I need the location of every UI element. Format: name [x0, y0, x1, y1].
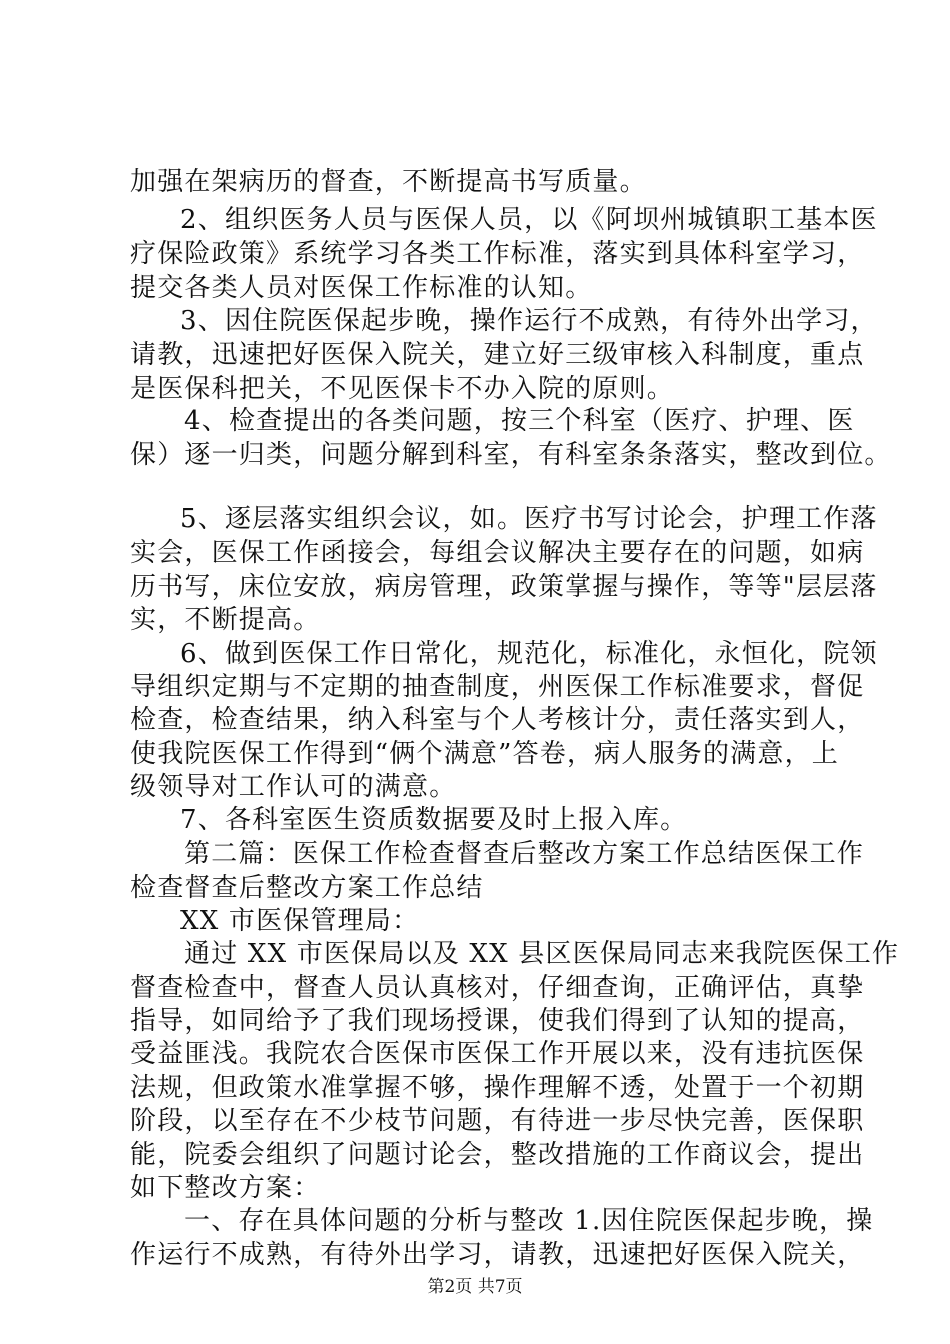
- recipient-line: XX 市医保管理局：: [180, 906, 420, 936]
- text-line: 检查，检查结果，纳入科室与个人考核计分，责任落实到人，: [130, 705, 865, 735]
- text-line: 提交各类人员对医保工作标准的认知。: [130, 273, 593, 303]
- text-line: 能，院委会组织了问题讨论会，整改措施的工作商议会，提出: [130, 1140, 865, 1170]
- text-line: 3、因住院医保起步晚，操作运行不成熟，有待外出学习，: [180, 306, 878, 336]
- text-line: 2、组织医务人员与医保人员，以《阿坝州城镇职工基本医: [180, 205, 878, 235]
- text-line: 加强在架病历的督查，不断提高书写质量。: [130, 167, 647, 197]
- text-line: 阶段，以至存在不少枝节问题，有待进一步尽快完善，医保职: [130, 1106, 865, 1136]
- page-number-footer: 第2页 共7页: [427, 1277, 523, 1297]
- text-line: 5、逐层落实组织会议，如。医疗书写讨论会，护理工作落: [180, 504, 878, 534]
- section-heading: 第二篇：医保工作检查督查后整改方案工作总结医保工作: [184, 839, 865, 869]
- text-line: 疗保险政策》系统学习各类工作标准，落实到具体科室学习，: [130, 239, 865, 269]
- text-line: 作运行不成熟，有待外出学习，请教，迅速把好医保入院关，: [130, 1240, 865, 1270]
- text-line: 实，不断提高。: [130, 605, 321, 635]
- text-line: 7、各科室医生资质数据要及时上报入库。: [180, 805, 688, 835]
- text-line: 受益匪浅。我院农合医保市医保工作开展以来，没有违抗医保: [130, 1039, 865, 1069]
- text-line: 是医保科把关，不见医保卡不办入院的原则。: [130, 374, 675, 404]
- text-line: 通过 XX 市医保局以及 XX 县区医保局同志来我院医保工作: [184, 939, 900, 969]
- text-line: 级领导对工作认可的满意。: [130, 772, 457, 802]
- section-heading: 检查督查后整改方案工作总结: [130, 873, 484, 903]
- text-line: 导组织定期与不定期的抽查制度，州医保工作标准要求，督促: [130, 672, 865, 702]
- text-line: 6、做到医保工作日常化，规范化，标准化，永恒化，院领: [180, 639, 878, 669]
- text-line: 实会，医保工作函接会，每组会议解决主要存在的问题，如病: [130, 538, 865, 568]
- text-line: 指导，如同给予了我们现场授课，使我们得到了认知的提高，: [130, 1006, 865, 1036]
- text-line: 保）逐一归类，问题分解到科室，有科室条条落实，整改到位。: [130, 440, 892, 470]
- text-line: 4、检查提出的各类问题，按三个科室（医疗、护理、医: [184, 406, 855, 436]
- text-line: 历书写，床位安放，病房管理，政策掌握与操作，等等"层层落: [130, 572, 878, 602]
- text-line: 使我院医保工作得到“俩个满意”答卷，病人服务的满意，上: [130, 739, 839, 769]
- text-line: 请教，迅速把好医保入院关，建立好三级审核入科制度，重点: [130, 340, 865, 370]
- text-line: 如下整改方案：: [130, 1173, 321, 1203]
- text-line: 一、存在具体问题的分析与整改 1.因住院医保起步晚，操: [184, 1206, 874, 1236]
- text-line: 督查检查中，督查人员认真核对，仔细查询，正确评估，真挚: [130, 973, 865, 1003]
- text-line: 法规，但政策水准掌握不够，操作理解不透，处置于一个初期: [130, 1073, 865, 1103]
